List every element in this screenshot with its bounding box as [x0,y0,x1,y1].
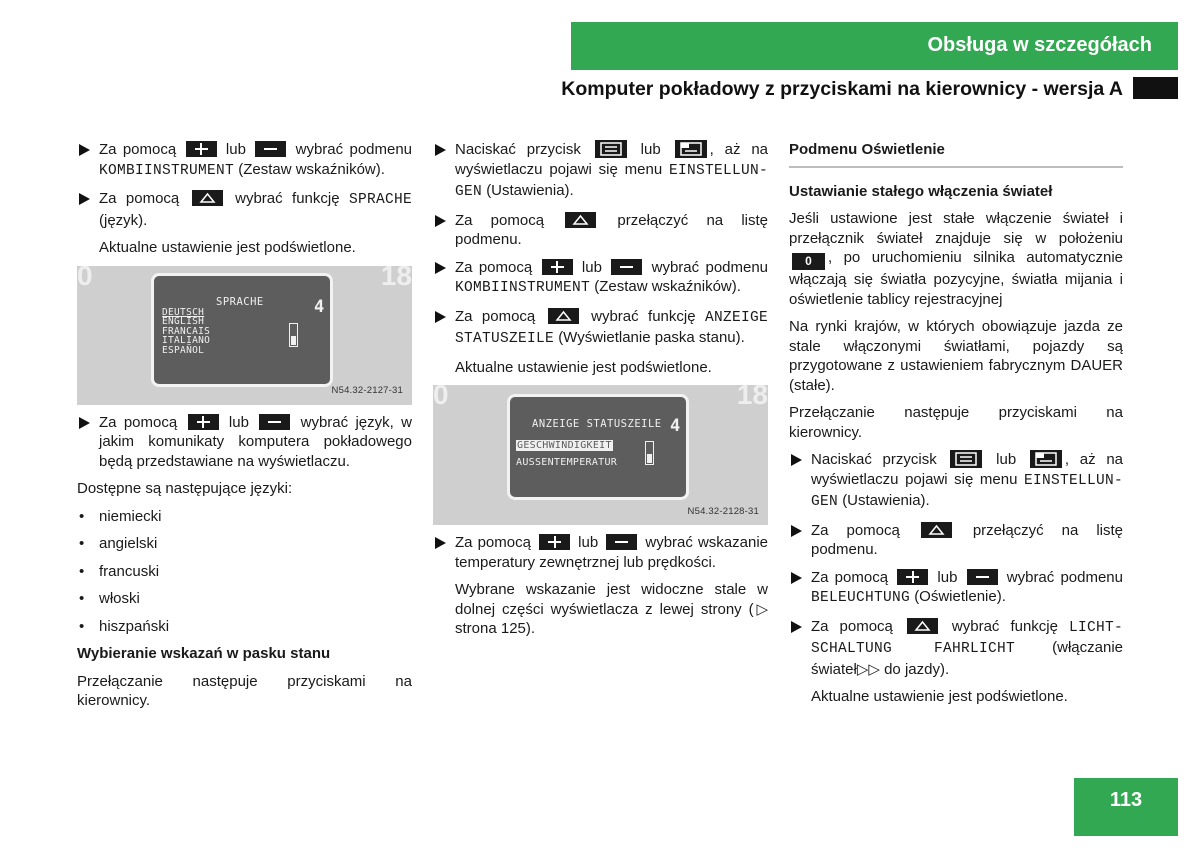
instruction-step: Za pomocą przełączyć na listę podmenu. [433,211,768,250]
up-button-icon [192,190,223,206]
paragraph: Jeśli ustawione jest stałe włączenie świateł i przełącznik świateł znajduje się w położeniu 0 , po uruchomieniu silnika automatycznie włączają się światła pozycyjne, światła mijania i oświetlenie tablicy rejestracyjnej [789,210,1123,308]
paragraph: Na rynki krajów, w których obowiązuje jazda ze stale włączonymi światłami, pojazdy są przygotowane z ustawieniem fabrycznym DAUER (stałe). [789,318,1123,394]
divider [789,166,1123,168]
step-arrow-icon [435,537,446,549]
step-arrow-icon [791,621,802,633]
display-screen [151,273,333,387]
page-subtitle: Komputer pokładowy z przyciskami na kierownicy - wersja A [561,78,1123,100]
column-3 [789,140,1123,715]
status-items-list: GESCHWINDIGKEIT AUSSENTEMPERATUR [516,440,618,468]
up-button-icon [565,212,596,228]
section-heading: Podmenu Oświetlenie [789,141,945,158]
plus-button-icon [897,569,928,585]
paragraph: Przełączanie następuje przyciskami na kierownicy. [789,404,1123,441]
screen-next-button-icon [595,140,627,158]
instruction-step: Naciskać przycisk lub , aż na wyświetlaczu pojawi się menu EINSTELLUN-GEN (Ustawienia). [433,140,768,203]
screen-title: SPRACHE [216,295,264,308]
note-text: Aktualne ustawienie jest podświetlone. [455,358,712,376]
instruction-step: Za pomocą lub wybrać język, w jakim komunikaty komputera pokładowego będą przedstawiane na wyświetlaczu. [77,413,412,472]
up-button-icon [548,308,579,324]
step-arrow-icon [79,193,90,205]
instruction-step: Za pomocą lub wybrać podmenu KOMBIINSTRUMENT (Zestaw wskaźników). [433,258,768,299]
figure-code: N54.32-2127-31 [331,385,403,396]
screen-number: 4 [670,416,681,436]
figure-code: N54.32-2128-31 [687,505,759,517]
up-button-icon [921,522,952,538]
note-text: Aktualne ustawienie jest podświetlone. [811,688,1068,705]
screen-number: 4 [314,296,325,317]
paragraph: Wybrane wskazanie jest widoczne stale w dolnej części wyświetlacza z lewej strony (▷ strona 125). [455,581,768,637]
step-arrow-icon [79,144,90,156]
instruction-step: Za pomocą lub wybrać podmenu BELEUCHTUNG (Oświetlenie). [789,568,1123,609]
instruction-step: Za pomocą przełączyć na listę podmenu. [789,521,1123,560]
subsection-heading: Ustawianie stałego włączenia świateł [789,182,1053,200]
plus-button-icon [188,414,219,430]
step-arrow-icon [435,144,446,156]
section-header [571,22,1178,70]
step-arrow-icon [435,262,446,274]
minus-button-icon [259,414,290,430]
column-2 [433,140,768,647]
instruction-step: Za pomocą wybrać funkcję SPRACHE (język). [77,189,412,230]
language-list: DEUTSCH ENGLISH FRANCAIS ITALIANO ESPAÑOL [162,306,211,356]
scroll-indicator [645,441,654,465]
section-title: Obsługa w szczegółach [927,34,1152,57]
screen-next-button-icon [950,450,982,468]
plus-button-icon [539,534,570,550]
list-item: • niemiecki [77,507,412,527]
plus-button-icon [186,141,217,157]
display-figure-statusbar: 0 18 ANZEIGE STATUSZEILE 4 GESCHWINDIGKEIT AUSSENTEMPERATUR N54.32-2128-31 [433,385,768,525]
scroll-indicator [289,323,298,347]
display-figure-language: 0 18 SPRACHE 4 DEUTSCH ENGLISH FRANCAIS ITALIANO ESPAÑOL N54.32-2127-31 [77,266,412,405]
note-text: Aktualne ustawienie jest podświetlone. [99,239,356,256]
step-arrow-icon [435,311,446,323]
page-number: 113 [1074,778,1178,836]
minus-button-icon [611,259,642,275]
list-item: • francuski [77,562,412,582]
paragraph: Przełączanie następuje przyciskami na kierownicy. [77,672,412,709]
minus-button-icon [606,534,637,550]
up-button-icon [907,618,938,634]
step-arrow-icon [79,417,90,429]
languages-intro: Dostępne są następujące języki: [77,480,293,497]
list-item: • angielski [77,534,412,554]
minus-button-icon [255,141,286,157]
column-1 [77,140,412,719]
instruction-step: Za pomocą wybrać funkcję LICHT-SCHALTUNG FAHRLICHT (włączanie świateł▷▷ do jazdy). [789,617,1123,680]
instruction-step: Za pomocą lub wybrać wskazanie temperatury zewnętrznej lub prędkości. [433,533,768,572]
step-arrow-icon [791,572,802,584]
step-arrow-icon [791,454,802,466]
section-heading: Wybieranie wskazań w pasku stanu [77,645,331,662]
screen-prev-button-icon [1030,450,1062,468]
list-item: • hiszpański [77,617,412,637]
instruction-step: Za pomocą wybrać funkcję ANZEIGE STATUSZEILE (Wyświetlanie paska stanu). [433,307,768,350]
display-screen [507,394,689,500]
switch-position-zero-icon: 0 [792,253,825,270]
subtitle-marker [1133,77,1178,99]
minus-button-icon [967,569,998,585]
list-item: • włoski [77,589,412,609]
instruction-step: Za pomocą lub wybrać podmenu KOMBIINSTRUMENT (Zestaw wskaźników). [77,140,412,181]
screen-prev-button-icon [675,140,707,158]
plus-button-icon [542,259,573,275]
instruction-step: Naciskać przycisk lub , aż na wyświetlaczu pojawi się menu EINSTELLUN-GEN (Ustawienia). [789,450,1123,513]
screen-title: ANZEIGE STATUSZEILE [532,418,662,430]
step-arrow-icon [435,215,446,227]
step-arrow-icon [791,525,802,537]
